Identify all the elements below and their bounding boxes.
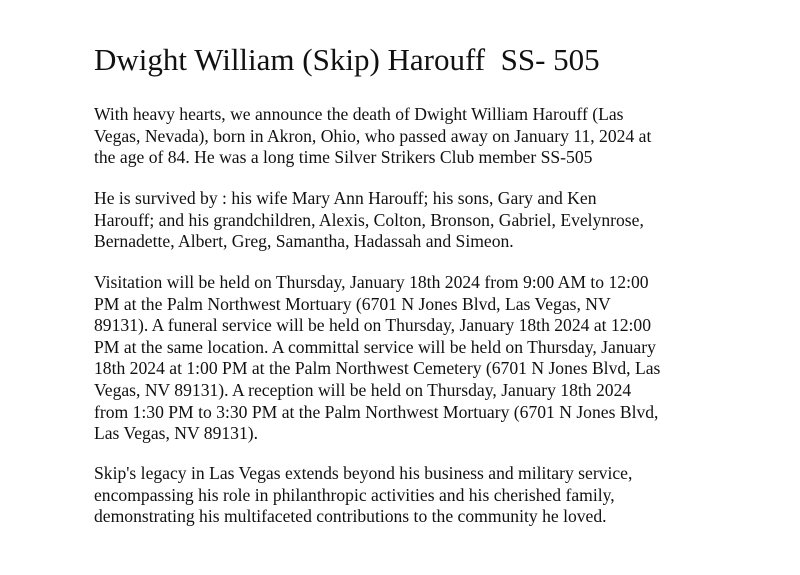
text-line: He is survived by : his wife Mary Ann Harouff; his sons, Gary and Ken	[94, 188, 597, 208]
text-line: With heavy hearts, we announce the death of Dwight William Harouff (Las	[94, 104, 624, 124]
text-line: Harouff; and his grandchildren, Alexis, Colton, Bronson, Gabriel, Evelynrose,	[94, 209, 644, 230]
text-line: Skip's legacy in Las Vegas extends beyond his business and military service,	[94, 463, 633, 483]
text-line: from 1:30 PM to 3:30 PM at the Palm Northwest Mortuary (6701 N Jones Blvd,	[94, 401, 659, 422]
legacy-paragraph	[94, 463, 632, 528]
services-paragraph	[94, 272, 660, 445]
survivors-paragraph	[94, 188, 644, 253]
announcement-paragraph	[94, 104, 651, 169]
text-line: Bernadette, Albert, Greg, Samantha, Hadassah and Simeon.	[94, 231, 514, 252]
text-line: 18th 2024 at 1:00 PM at the Palm Northwest Cemetery (6701 N Jones Blvd, Las	[94, 358, 661, 379]
text-line: Visitation will be held on Thursday, January 18th 2024 from 9:00 AM to 12:00	[94, 272, 649, 292]
text-line: encompassing his role in philanthropic activities and his cherished family,	[94, 484, 615, 505]
text-line: 89131). A funeral service will be held on Thursday, January 18th 2024 at 12:00	[94, 315, 652, 336]
text-line: Las Vegas, NV 89131).	[94, 423, 259, 444]
text-line: Vegas, NV 89131). A reception will be held on Thursday, January 18th 2024	[94, 379, 632, 400]
page-title: Dwight William (Skip) Harouff SS- 505	[94, 42, 600, 77]
text-line: PM at the Palm Northwest Mortuary (6701 N Jones Blvd, Las Vegas, NV	[94, 293, 611, 314]
text-line: demonstrating his multifaceted contributions to the community he loved.	[94, 506, 607, 527]
text-line: the age of 84. He was a long time Silver Strikers Club member SS-505	[94, 147, 593, 168]
text-line: Vegas, Nevada), born in Akron, Ohio, who passed away on January 11, 2024 at	[94, 125, 652, 146]
text-line: PM at the same location. A committal service will be held on Thursday, January	[94, 336, 656, 357]
